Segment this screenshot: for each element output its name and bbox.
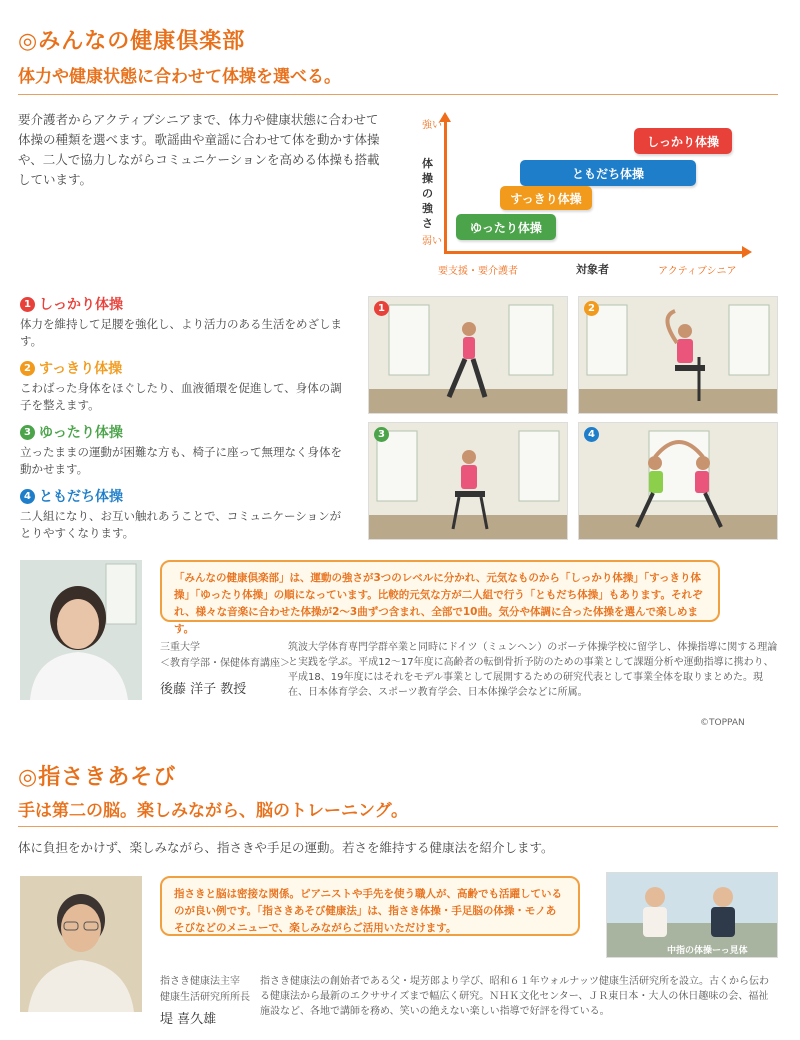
list-item [20,486,350,550]
author-affiliation: 指さき健康法主宰 [160,976,240,987]
item-desc: 二人組になり、お互い触れあうことで、コミュニケーションがとりやすくなります。 [20,509,342,540]
section2-subtitle: 手は第二の脳。楽しみながら、脳のトレーニング。 [18,801,408,821]
bar-shikkari: しっかり体操 [634,128,732,154]
tv-caption: 中指の体操ーっ見体 [667,946,748,956]
exercise-photo-1 [368,296,568,414]
section2-divider [18,826,778,827]
number-badge: 4 [584,427,599,442]
x-axis-arrow-icon [742,246,752,258]
author-photo [20,876,142,1012]
professor-name: 後藤 洋子 教授 [160,682,247,697]
intensity-chart [420,112,780,282]
professor-photo [20,560,142,700]
item-desc: 立ったままの運動が困難な方も、椅子に座って無理なく身体を動かせます。 [20,445,342,476]
y-axis [444,120,447,254]
number-badge: 2 [584,301,599,316]
professor-affiliation: 三重大学 [160,642,200,653]
tv-photo [606,872,778,958]
list-item [20,294,350,358]
x-axis-right-label: アクティブシニア [658,266,737,277]
section1-intro: 要介護者からアクティブシニアまで、体力や健康状態に合わせて体操の種類を選べます。歌謡曲や童謡に合わせて体を動かす体操や、二人で協力しながらコミュニケーションを高める体操も搭載しています。 [18,112,380,187]
copyright: ©TOPPAN [700,718,745,728]
bar-yuttari: ゆったり体操 [456,214,556,240]
exercise-photo-4 [578,422,778,540]
item-title: しっかり体操 [39,297,123,313]
item-desc: こわばった身体をほぐしたり、血液循環を促進して、身体の調子を整えます。 [20,381,342,412]
item-desc: 体力を維持して足腰を強化し、より活力のある生活をめざします。 [20,317,342,348]
number-badge: 1 [374,301,389,316]
list-item [20,358,350,422]
number-badge: 3 [374,427,389,442]
x-axis [444,251,744,254]
section2-title: ◎指さきあそび [18,765,177,790]
quote-bubble-2: 指さきと脳は密接な関係。ピアニストや手先を使う職人が、高齢でも活躍しているのが良い例です。「指さきあそび健康法」は、指さき体操・手足脳の体操・モノあそびなどのメニューで、楽しみながらご活用いただけます。 [160,876,580,936]
y-axis-label: 体操の強さ [422,157,433,230]
author-bio: 指さき健康法の創始者である父・堤芳郎より学び、昭和６１年ウォルナッツ健康生活研究所を設立。古くから伝わる健康法から最新のエクササイズまで幅広く研究。ＮＨＫ文化センター、ＪＲ東日本・大人の休日趣味の会、福祉施設など、各地で講師を務め、笑いの絶えない楽しい指導で好評を得ている。 [260,976,769,1017]
x-axis-label: 対象者 [576,263,609,276]
quote-bubble: 「みんなの健康倶楽部」は、運動の強さが3つのレベルに分かれ、元気なものから「しっかり体操」「すっきり体操」「ゆったり体操」の順になっています。比較的元気な方が二人組で行う「ともだち体操」もあります。それぞれ、様々な音楽に合わせた体操が2〜3曲ずつ含まれ、全部で10曲。気分や体調に合った体操を選んで楽しめます。 [160,560,720,622]
number-badge: 2 [20,361,35,376]
bar-sukkiri: すっきり体操 [500,186,592,210]
item-title: ともだち体操 [39,489,123,505]
exercise-photo-3 [368,422,568,540]
bar-tomodachi: ともだち体操 [520,160,696,186]
number-badge: 3 [20,425,35,440]
y-axis-arrow-icon [439,112,451,122]
item-title: ゆったり体操 [39,425,123,441]
author-title: 健康生活研究所所長 [160,992,250,1003]
y-axis-bottom-label: 弱い [422,236,442,247]
author-name: 堤 喜久雄 [160,1012,217,1027]
number-badge: 1 [20,297,35,312]
professor-department: ＜教育学部・保健体育講座＞ [160,658,290,669]
section1-title: ◎みんなの健康倶楽部 [18,29,246,54]
section1-divider [18,94,778,95]
y-axis-top-label: 強い [422,120,442,131]
professor-bio: 筑波大学体育専門学群卒業と同時にドイツ（ミュンヘン）のボーテ体操学校に留学し、体操指導に関する理論と実践を学ぶ。平成12〜17年度に高齢者の転倒骨折予防のための事業として課題分析や運動指導に携わり、平成18、19年度にはそれをモデル事業として展開するための研究代表として事業全体を取りまとめた。現在、日本体育学会、スポーツ教育学会、日本体操学会などに所属。 [288,642,778,698]
section2-intro: 体に負担をかけず、楽しみながら、指さきや手足の運動。若さを維持する健康法を紹介します。 [18,840,554,855]
section1-subtitle: 体力や健康状態に合わせて体操を選べる。 [18,67,341,87]
x-axis-left-label: 要支援・要介護者 [438,266,518,277]
exercise-photo-2 [578,296,778,414]
item-title: すっきり体操 [39,361,123,377]
number-badge: 4 [20,489,35,504]
list-item [20,422,350,486]
exercise-list [20,294,350,550]
